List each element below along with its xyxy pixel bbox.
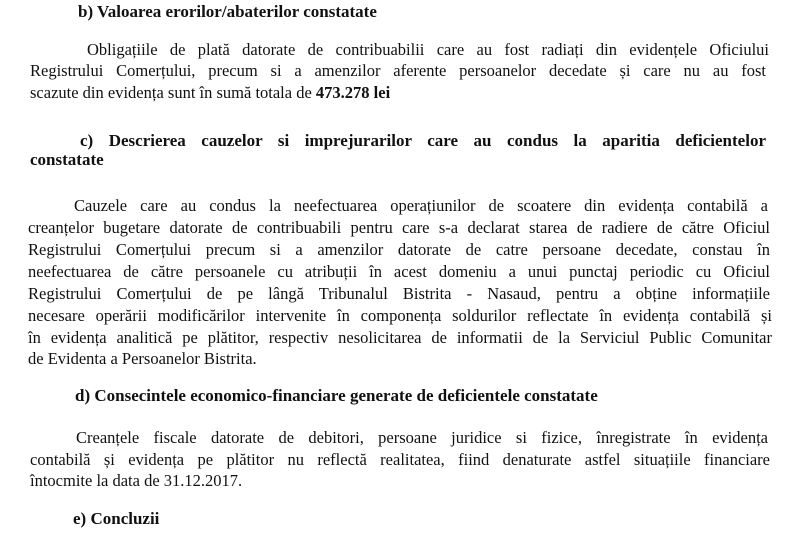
section-d-heading: d) Consecintele economico-financiare generate de deficientele constatate bbox=[75, 386, 598, 405]
section-c-paragraph-line: Registrului Comerțului de pe lângă Tribunalul Bistrita - Nasaud, pentru a obține informațiile bbox=[28, 284, 770, 303]
section-c-paragraph-last-line: de Evidenta a Persoanelor Bistrita. bbox=[28, 349, 257, 368]
section-c-paragraph-line: neefectuarea de către persoanele cu atribuții în acest domeniu a unui punctaj periodic cu Oficiul bbox=[28, 262, 770, 281]
section-c-paragraph-line: Registrului Comerțului precum si a amenzilor datorate de catre persoane decedate, constau în bbox=[28, 240, 770, 259]
section-e-heading: e) Concluzii bbox=[73, 509, 160, 528]
section-c-paragraph-line: în evidența analitică pe plătitor, respectiv nesolicitarea de informatii de la Serviciul Public Comunitar bbox=[28, 328, 772, 347]
section-b-amount-value: 473.278 lei bbox=[315, 83, 391, 102]
section-c-heading: c) Descrierea cauzelor si imprejurarilor care au condus la aparitia deficientelor bbox=[80, 131, 766, 150]
section-b-heading: b) Valoarea erorilor/abaterilor constatate bbox=[78, 2, 377, 21]
section-c-heading-continued: constatate bbox=[30, 150, 104, 169]
section-d-paragraph-last-line: întocmite la data de 31.12.2017. bbox=[30, 471, 243, 490]
section-b-paragraph-last-line bbox=[30, 83, 390, 102]
section-d-paragraph-line: contabilă și evidența pe plătitor nu reflectă realitatea, fiind denaturate astfel situațiile financiare bbox=[30, 450, 770, 469]
section-c-paragraph-line: necesare operării modificărilor intervenite în componența soldurilor reflectate în evidența contabilă și bbox=[28, 306, 772, 325]
section-c-paragraph-line: creanțelor bugetare datorate de contribuabili pentru care s-a declarat starea de radiere de către Oficiul bbox=[28, 218, 770, 237]
section-b-paragraph-line: Registrului Comerțului, precum si a amenzilor aferente persoanelor decedate și care nu au fost bbox=[30, 61, 766, 80]
section-b-amount-text: scazute din evidența sunt în sumă totala de bbox=[30, 83, 316, 102]
section-c-paragraph-line: Cauzele care au condus la neefectuarea operațiunilor de scoatere din evidența contabilă a bbox=[74, 196, 768, 215]
section-b-paragraph-line: Obligațiile de plată datorate de contribuabilii care au fost radiați din evidențele Oficiului bbox=[87, 40, 769, 59]
section-d-paragraph-line: Creanțele fiscale datorate de debitori, persoane juridice si fizice, înregistrate în evidența bbox=[76, 428, 768, 447]
